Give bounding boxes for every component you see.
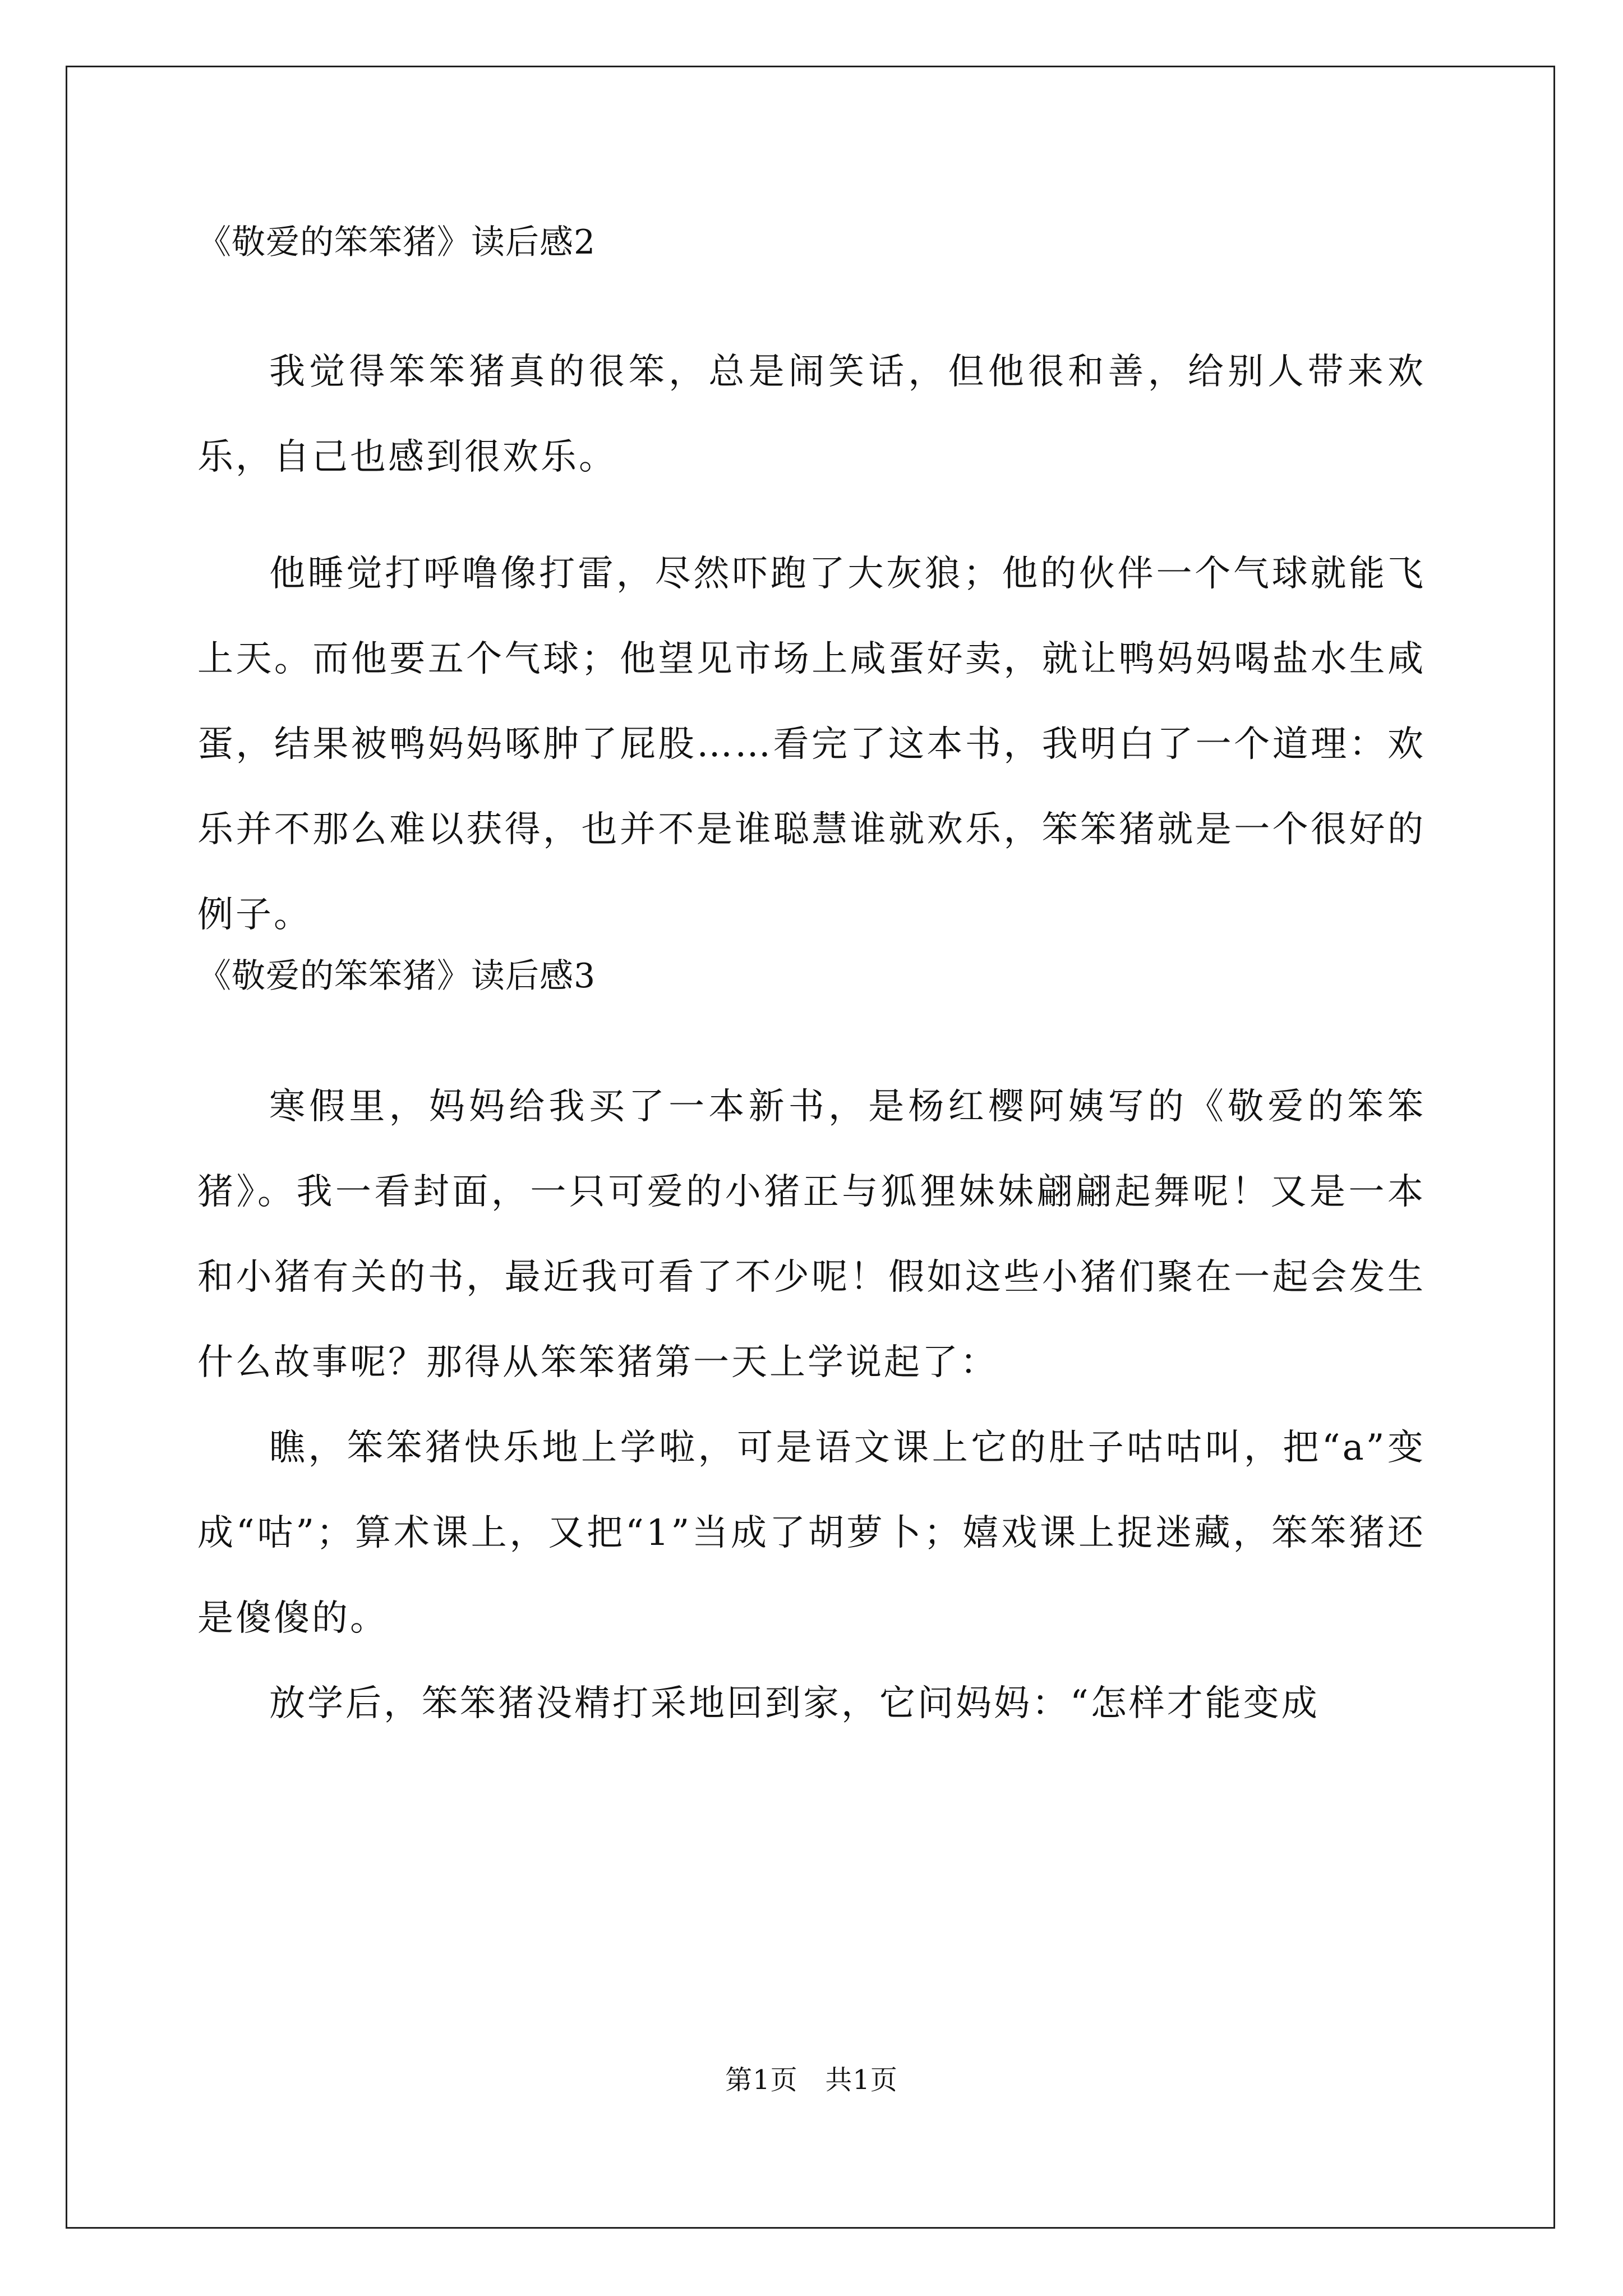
paragraph: 寒假里，妈妈给我买了一本新书，是杨红樱阿姨写的《敬爱的笨笨猪》。我一看封面，一只可爱的小猪正与狐狸妹妹翩翩起舞呢！又是一本和小猪有关的书，最近我可看了不少呢！假如这些小猪们聚在一起会发生什么故事呢？那得从笨笨猪第一天上学说起了： xyxy=(197,1086,1426,1383)
paragraph: 我觉得笨笨猪真的很笨，总是闹笑话，但他很和善，给别人带来欢乐，自己也感到很欢乐。 xyxy=(197,351,1426,478)
paragraph: 放学后，笨笨猪没精打采地回到家，它问妈妈：“怎样才能变成 xyxy=(269,1683,1320,1724)
section-title: 《敬爱的笨笨猪》读后感3 xyxy=(197,956,596,996)
page-number-footer: 第1页 共1页 xyxy=(725,2064,898,2096)
document-body xyxy=(197,222,1426,1746)
section-title: 《敬爱的笨笨猪》读后感2 xyxy=(197,223,596,262)
paragraph: 瞧，笨笨猪快乐地上学啦，可是语文课上它的肚子咕咕叫，把“a”变成“咕”；算术课上，又把“1”当成了胡萝卜；嬉戏课上捉迷藏，笨笨猪还是傻傻的。 xyxy=(197,1427,1426,1639)
paragraph: 他睡觉打呼噜像打雷，尽然吓跑了大灰狼；他的伙伴一个气球就能飞上天。而他要五个气球；他望见市场上咸蛋好卖，就让鸭妈妈喝盐水生咸蛋，结果被鸭妈妈啄肿了屁股……看完了这本书，我明白了一个道理：欢乐并不那么难以获得，也并不是谁聪慧谁就欢乐，笨笨猪就是一个很好的例子。 xyxy=(197,553,1426,936)
